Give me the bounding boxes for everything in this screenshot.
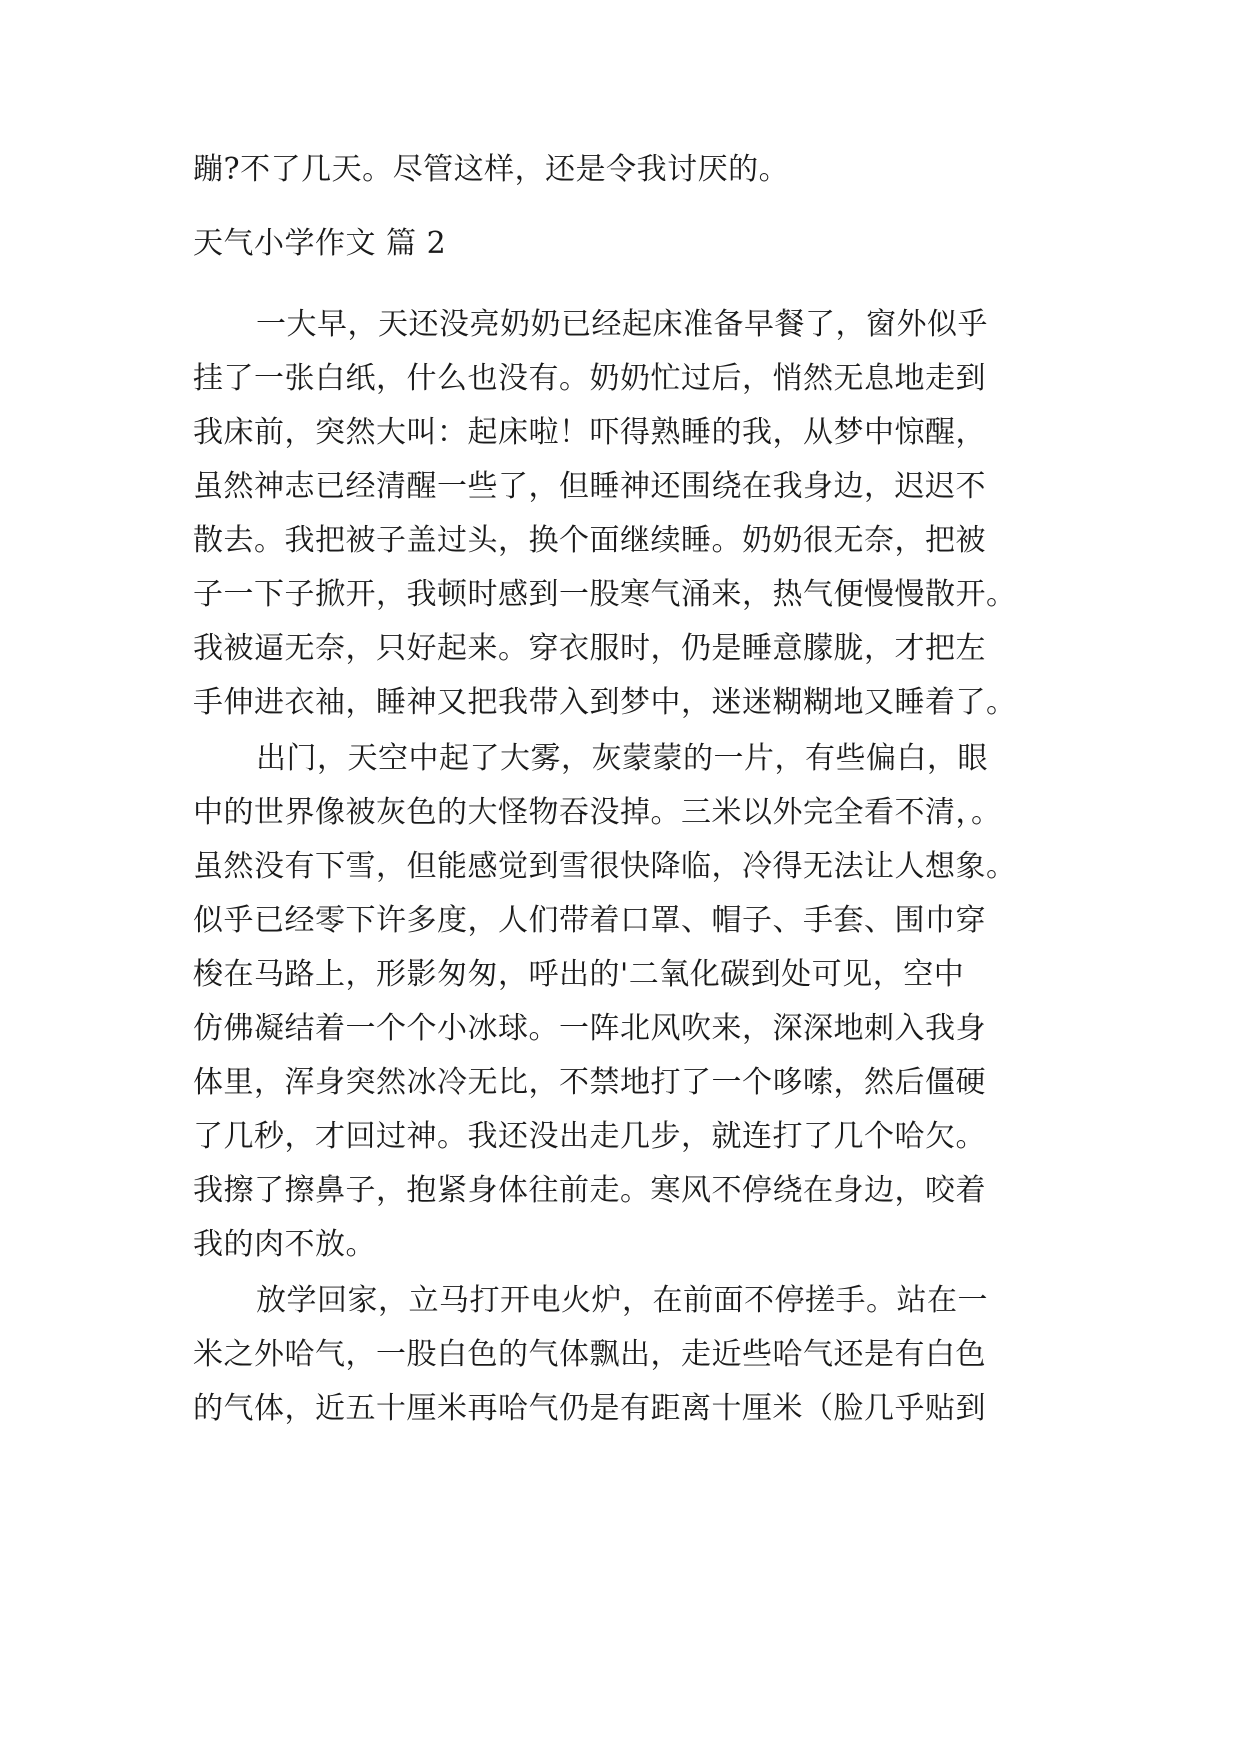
paragraph-line: 子一下子掀开，我顿时感到一股寒气涌来，热气便慢慢散开。 [193, 577, 1017, 612]
paragraph-line: 挂了一张白纸，什么也没有。奶奶忙过后，悄然无息地走到 [193, 361, 986, 396]
paragraph-line: 仿佛凝结着一个个小冰球。一阵北风吹来，深深地刺入我身 [193, 1011, 986, 1046]
paragraph-line: 虽然神志已经清醒一些了，但睡神还围绕在我身边，迟迟不 [193, 469, 986, 504]
section-title: 天气小学作文 篇 2 [193, 226, 447, 261]
paragraph-line: 手伸进衣袖，睡神又把我带入到梦中，迷迷糊糊地又睡着了。 [193, 685, 1017, 720]
paragraph-line: 放学回家，立马打开电火炉，在前面不停搓手。站在一 [256, 1283, 988, 1318]
paragraph-line: 我床前，突然大叫：起床啦！吓得熟睡的我，从梦中惊醒， [193, 415, 986, 450]
paragraph-line: 的气体，近五十厘米再哈气仍是有距离十厘米（脸几乎贴到 [193, 1391, 986, 1426]
paragraph-line: 我被逼无奈，只好起来。穿衣服时，仍是睡意朦胧，才把左 [193, 631, 986, 666]
paragraph-line: 了几秒，才回过神。我还没出走几步，就连打了几个哈欠。 [193, 1119, 986, 1154]
paragraph-line: 梭在马路上，形影匆匆，呼出的'二氧化碳到处可见，空中 [193, 957, 965, 992]
continuation-line: 蹦?不了几天。尽管这样，还是令我讨厌的。 [193, 152, 790, 187]
paragraph-line: 米之外哈气，一股白色的气体飘出，走近些哈气还是有白色 [193, 1337, 986, 1372]
paragraph-line: 虽然没有下雪，但能感觉到雪很快降临，冷得无法让人想象。 [193, 849, 1017, 884]
paragraph-line: 出门，天空中起了大雾，灰蒙蒙的一片，有些偏白，眼 [256, 741, 988, 776]
paragraph-line: 似乎已经零下许多度，人们带着口罩、帽子、手套、围巾穿 [193, 903, 986, 938]
paragraph-line: 我的肉不放。 [193, 1227, 376, 1262]
paragraph-line: 散去。我把被子盖过头，换个面继续睡。奶奶很无奈，把被 [193, 523, 986, 558]
paragraph-line: 一大早，天还没亮奶奶已经起床准备早餐了，窗外似乎 [256, 307, 988, 342]
paragraph-line: 中的世界像被灰色的大怪物吞没掉。三米以外完全看不清，。 [193, 795, 1002, 830]
paragraph-line: 我擦了擦鼻子，抱紧身体往前走。寒风不停绕在身边，咬着 [193, 1173, 986, 1208]
paragraph-line: 体里，浑身突然冰冷无比，不禁地打了一个哆嗦，然后僵硬 [193, 1065, 986, 1100]
